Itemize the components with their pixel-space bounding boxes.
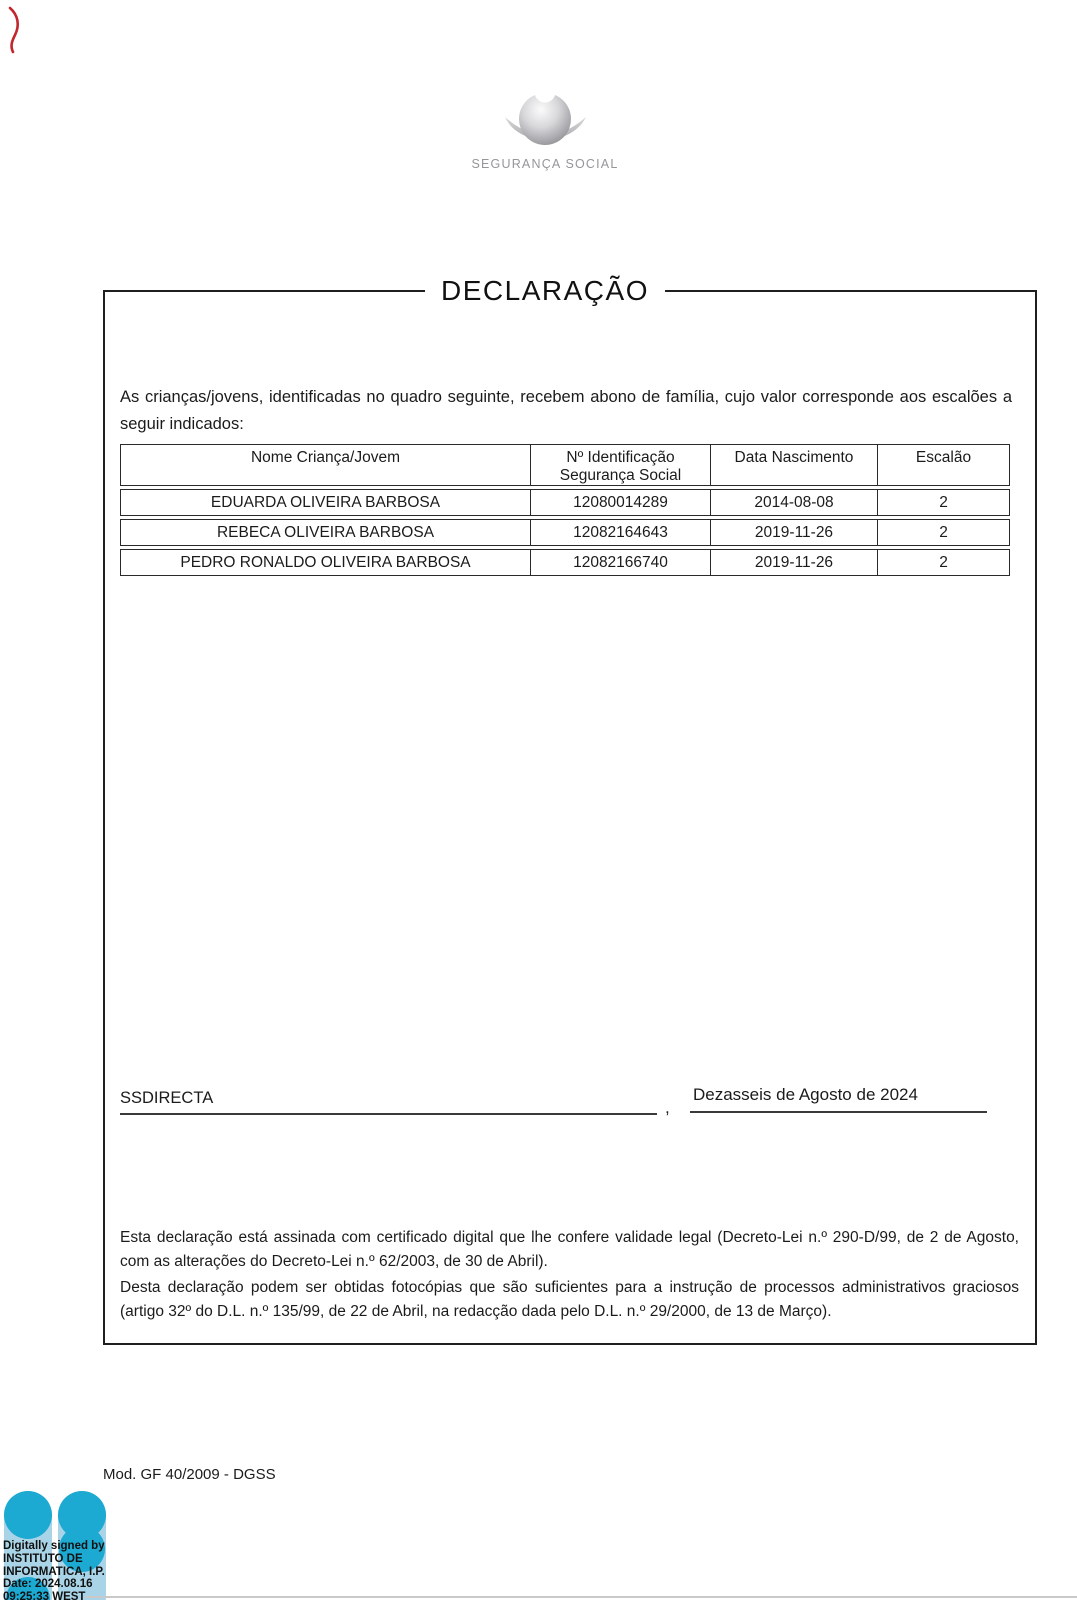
- intro-paragraph: As crianças/jovens, identificadas no quadro seguinte, recebem abono de família, cujo valor corresponde aos escalões a seguir indicados:: [120, 388, 1012, 433]
- cell-niss: 12082166740: [530, 549, 710, 576]
- page-title: DECLARAÇÃO: [425, 275, 665, 307]
- stamp-text-line: INFORMATICA, I.P.: [3, 1565, 105, 1578]
- form-model-reference: Mod. GF 40/2009 - DGSS: [103, 1466, 276, 1483]
- pen-scribble-path: [10, 8, 18, 52]
- col-header-birth-label: Data Nascimento: [734, 449, 854, 466]
- cell-birth: 2019-11-26: [710, 519, 877, 546]
- signature-entity-line: SSDIRECTA: [120, 1089, 657, 1115]
- signature-separator: ,: [665, 1098, 670, 1117]
- cell-name: REBECA OLIVEIRA BARBOSA: [120, 519, 530, 546]
- legal-paragraph-2: Desta declaração podem ser obtidas fotocópias que são suficientes para a instrução de processos administrativos graciosos (artigo 32º do D.L. n.º 135/99, de 22 de Abril, na redacção dada pelo D.L. n.º 29/2000, de 13 de Março).: [120, 1279, 1019, 1320]
- stamp-text-line: INSTITUTO DE: [3, 1552, 83, 1565]
- legal-paragraph-1: Esta declaração está assinada com certificado digital que lhe confere validade legal (Decreto-Lei n.º 290-D/99, de 2 de Agosto, com as alterações do Decreto-Lei n.º 62/2003, de 30 de Abril).: [120, 1229, 1019, 1270]
- col-header-niss-line2: Segurança Social: [559, 466, 682, 484]
- table-row: [120, 549, 1010, 576]
- col-header-level: [877, 444, 1010, 486]
- stamp-text-line: Date: 2024.08.16: [3, 1578, 93, 1591]
- cell-level: 2: [877, 549, 1010, 576]
- pen-scribble-mark: [6, 6, 26, 56]
- col-header-level-label: Escalão: [915, 449, 972, 466]
- stamp-text-line: Digitally signed by: [3, 1540, 105, 1552]
- cell-niss: 12082164643: [530, 519, 710, 546]
- declaration-frame: [103, 275, 1037, 1345]
- children-table: [120, 441, 1010, 579]
- seguranca-social-logo: [462, 90, 628, 171]
- cell-level: 2: [877, 519, 1010, 546]
- col-header-niss: [530, 444, 710, 486]
- cell-name: PEDRO RONALDO OLIVEIRA BARBOSA: [120, 549, 530, 576]
- stamp-text-line: 09:25:33 WEST: [3, 1591, 86, 1600]
- col-header-name-label: Nome Criança/Jovem: [250, 449, 401, 466]
- page-scan-edge-line: [85, 1596, 1077, 1598]
- logo-caption: SEGURANÇA SOCIAL: [471, 157, 619, 171]
- cell-niss: 12080014289: [530, 489, 710, 516]
- cell-level: 2: [877, 489, 1010, 516]
- seguranca-social-logo-icon: [492, 90, 598, 148]
- cell-birth: 2019-11-26: [710, 549, 877, 576]
- table-row: [120, 519, 1010, 546]
- cell-name: EDUARDA OLIVEIRA BARBOSA: [120, 489, 530, 516]
- cell-birth: 2014-08-08: [710, 489, 877, 516]
- signature-date-line: Dezasseis de Agosto de 2024: [690, 1085, 987, 1113]
- table-header-row: [120, 444, 1010, 486]
- digital-signature-text: [3, 1540, 105, 1600]
- col-header-birth: [710, 444, 877, 486]
- col-header-niss-line1: Nº Identificação: [566, 449, 675, 466]
- col-header-name: [120, 444, 530, 486]
- stamp-circle-top-left: [4, 1491, 52, 1539]
- table-row: [120, 489, 1010, 516]
